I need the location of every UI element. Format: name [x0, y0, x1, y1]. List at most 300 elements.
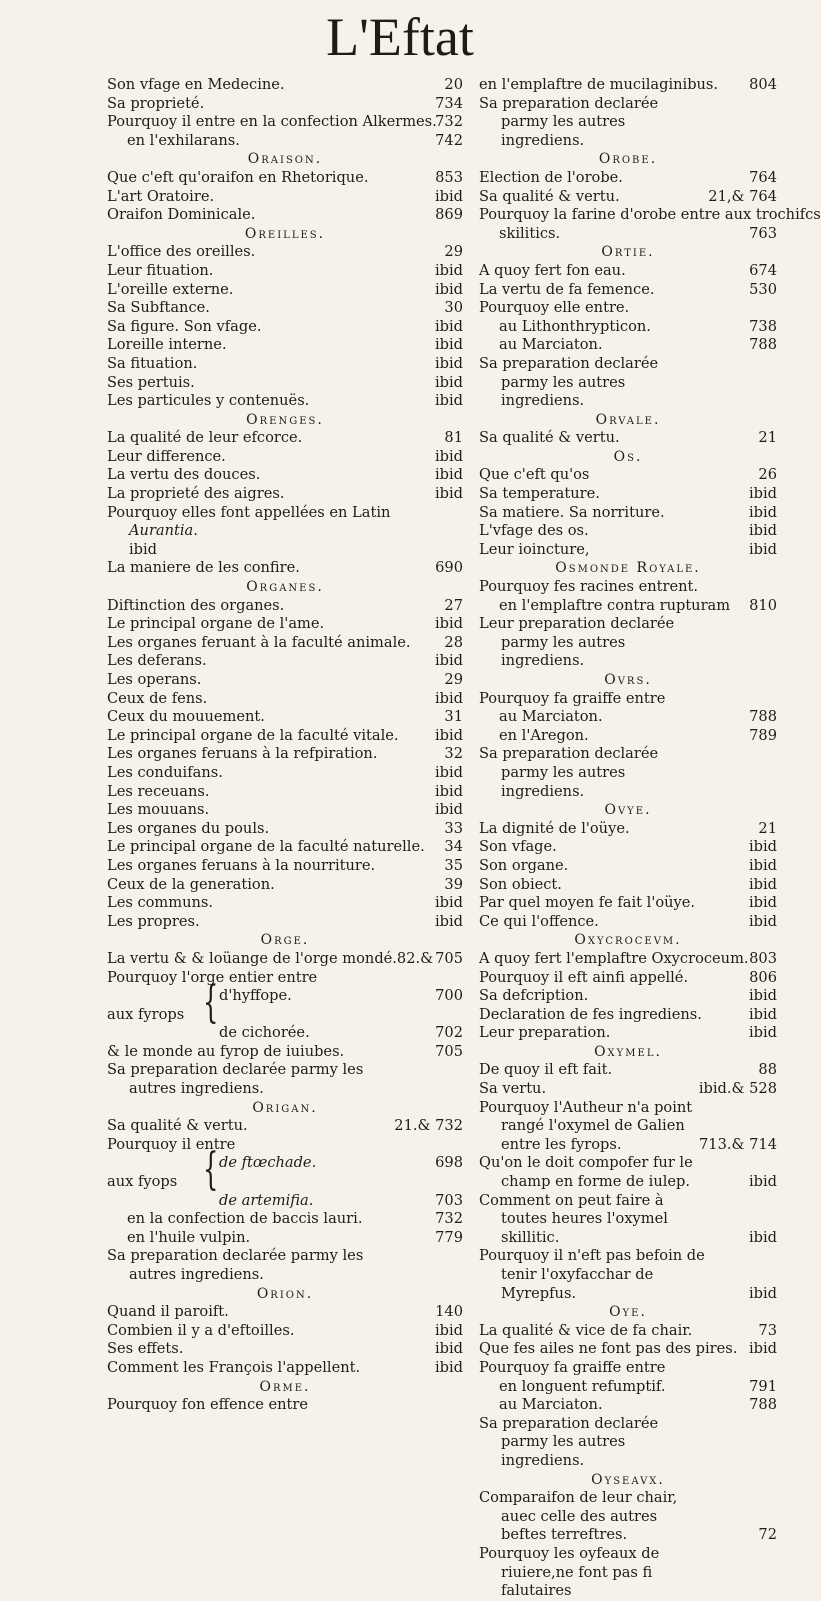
index-entry [479, 225, 777, 244]
page-ref: 73 [758, 1321, 777, 1339]
page-ref: 27 [444, 596, 463, 614]
entry-text: en longuent refumptif. [499, 1377, 666, 1395]
index-entry [479, 1247, 777, 1303]
index-entry [107, 318, 463, 337]
index-entry [107, 1154, 463, 1173]
page-ref: ibid [434, 354, 463, 372]
entry-text: Le principal organe de la faculté vitale. [107, 726, 399, 744]
index-entry [107, 559, 463, 578]
index-entry [479, 1322, 777, 1341]
entry-text: Les deferans. [107, 652, 207, 670]
section-heading: Os. [613, 448, 643, 465]
entry-text: Leur preparation. [479, 1024, 611, 1042]
entry-text: Pourquoy la farine d'orobe entre aux trochifcs [479, 206, 821, 224]
index-entry [107, 708, 463, 727]
entry-text: Sa defcription. [479, 987, 589, 1005]
brace-head: aux fyops [107, 1173, 178, 1191]
entry-text: Comment les François l'appellent. [107, 1358, 361, 1376]
page-ref: 810 [749, 596, 777, 614]
page-ref: ibid [748, 875, 777, 893]
index-entry [479, 876, 777, 895]
page-ref: ibid [434, 261, 463, 279]
entry-main: Sa preparation declarée parmy les autres ingrediens. [479, 94, 659, 149]
section-heading: Oreilles. [244, 225, 326, 242]
index-entry [479, 950, 777, 969]
page-ref: 791 [749, 1377, 777, 1395]
index-entry [479, 355, 777, 411]
entry-text: Leur ioincture, [479, 540, 590, 558]
index-entry [479, 913, 777, 932]
index-entry [479, 708, 777, 727]
index-entry [479, 838, 777, 857]
page-ref: 31 [444, 708, 463, 726]
page-ref: 742 [435, 131, 463, 149]
entry-main: Sa preparation declarée parmy les autres ingrediens. [107, 1061, 364, 1098]
page-ref: ibid [748, 1173, 777, 1191]
index-entry [107, 857, 463, 876]
page-ref: 29 [444, 671, 463, 688]
section-heading: Osmonde Royale. [555, 560, 701, 577]
index-entry [107, 374, 463, 393]
entry-text [107, 1247, 463, 1284]
index-entry [107, 1136, 463, 1155]
index-entry [107, 76, 463, 95]
index-entry [107, 504, 463, 560]
brace-mark: { [203, 977, 219, 1029]
page-ref: ibid [434, 689, 463, 707]
page-ref: 674 [749, 261, 777, 279]
index-entry [107, 690, 463, 709]
index-entry [479, 1545, 777, 1601]
index-entry [479, 541, 777, 560]
entry-text: Son obiect. [479, 875, 562, 893]
page-ref: ibid [434, 652, 463, 670]
entry-text: Sa matiere. Sa norriture. [479, 503, 665, 521]
entry-text: La qualité de leur efcorce. [107, 429, 303, 447]
entry-text: Les organes du pouls. [107, 819, 270, 837]
page-ref: 140 [435, 1303, 463, 1321]
page-ref: ibid [748, 522, 777, 540]
index-entry [479, 597, 777, 616]
page-ref: ibid [434, 280, 463, 298]
section-heading: Origan. [252, 1099, 318, 1116]
page-ref: 32 [444, 745, 463, 763]
entry-main: Pourquoy elles font appellées en Latin [107, 503, 391, 521]
entry-main: Pourquoy il n'eft pas befoin de tenir l'oxyfacchar de Myrepfus. [479, 1247, 705, 1302]
page-ref: 34 [444, 838, 463, 856]
entry-text [479, 1545, 777, 1601]
page-ref: 33 [444, 819, 463, 837]
index-entry [107, 1247, 463, 1284]
entry-text [479, 1192, 777, 1248]
page-ref: 88 [758, 1061, 777, 1079]
index-entry [107, 336, 463, 355]
section-heading: Orge. [260, 932, 310, 949]
page-ref: ibid [434, 1358, 463, 1376]
page-ref: 806 [749, 968, 777, 986]
index-entry [107, 1024, 463, 1043]
entry-main: Comment on peut faire à toutes heures l'oxymel skillitic. [479, 1191, 668, 1246]
page-ref: 764 [749, 168, 777, 186]
index-entry [107, 1340, 463, 1359]
index-entry [107, 838, 463, 857]
index-entry [479, 857, 777, 876]
index-entry [107, 764, 463, 783]
section-heading: Orme. [259, 1378, 311, 1395]
page-ref: 21 [758, 429, 777, 447]
page-ref: 788 [749, 708, 777, 726]
index-entry [107, 1229, 463, 1248]
entry-text [479, 1154, 777, 1191]
entry-text [107, 1061, 463, 1098]
page-ref: ibid [748, 912, 777, 930]
index-entry [479, 1154, 777, 1191]
entry-text: Sa temperature. [479, 485, 600, 503]
entry-text: Les conduifans. [107, 763, 223, 781]
entry-text: Ses effets. [107, 1340, 184, 1358]
page-ref: ibid [434, 485, 463, 503]
page-ref: 738 [749, 317, 777, 335]
index-entry [479, 969, 777, 988]
index-entry [107, 299, 463, 318]
index-entry [479, 690, 777, 709]
index-entry [479, 615, 777, 671]
entry-text [479, 95, 777, 151]
entry-text: Sa qualité & vertu. [479, 187, 620, 205]
index-entry [107, 113, 463, 132]
index-entry [479, 987, 777, 1006]
page-ref: ibid [434, 912, 463, 930]
entry-main: Sa preparation declarée parmy les autres ingrediens. [479, 745, 659, 800]
entry-text: L'vfage des os. [479, 522, 589, 540]
index-entry [107, 281, 463, 300]
entry-text: Les operans. [107, 671, 202, 688]
index-entry [479, 169, 777, 188]
entry-text: Pourquoy fon effence entre [107, 1396, 309, 1414]
page-ref: ibid [434, 615, 463, 633]
page-ref: 702 [435, 1024, 463, 1042]
entry-text: Pourquoy l'orge entier entre [107, 968, 318, 986]
index-entry [107, 485, 463, 504]
entry-text: Que c'eft qu'os [479, 466, 590, 484]
page-ref: 698 [435, 1154, 463, 1172]
index-entry [107, 745, 463, 764]
page-ref: 530 [749, 280, 777, 298]
entry-text: Les organes feruans à la nourriture. [107, 856, 376, 874]
page-ref: ibid [748, 1005, 777, 1023]
index-entry [107, 987, 463, 1006]
index-entry [479, 485, 777, 504]
page-ref: 35 [444, 856, 463, 874]
entry-text [479, 745, 777, 801]
index-entry [479, 95, 777, 151]
entry-text: Que fes ailes ne font pas des pires. [479, 1340, 738, 1358]
page-ref: 869 [435, 206, 463, 224]
section-heading: Ortie. [601, 244, 655, 261]
index-entry [107, 1061, 463, 1098]
entry-text: Diftinction des organes. [107, 596, 285, 614]
page-ref: ibid [434, 336, 463, 354]
section-heading: Orobe. [598, 151, 658, 168]
index-entry [479, 299, 777, 318]
index-entry [107, 188, 463, 207]
section-heading: Orion. [256, 1285, 314, 1302]
page-ref: 763 [749, 224, 777, 242]
page-ref: 779 [435, 1228, 463, 1246]
page-ref: ibid [748, 894, 777, 912]
index-entry [479, 262, 777, 281]
index-entry [479, 1340, 777, 1359]
entry-continuation: ibid [129, 540, 158, 558]
page-ref: ibid [434, 392, 463, 410]
page-ref: ibid [434, 894, 463, 912]
index-entry [107, 448, 463, 467]
page-ref: 788 [749, 336, 777, 354]
entry-text: Son vfage en Medecine. [107, 76, 285, 93]
entry-text: Sa proprieté. [107, 94, 205, 112]
entry-main: Qu'on le doit compofer fur le champ en forme de iulep. [479, 1154, 693, 1191]
entry-text: Ce qui l'offence. [479, 912, 599, 930]
entry-text: au Marciaton. [499, 708, 603, 726]
index-entry [107, 169, 463, 188]
page-ref: 30 [444, 299, 463, 317]
section-heading: Oyseavx. [591, 1471, 665, 1488]
entry-text: Pourquoy fa graiffe entre [479, 1358, 666, 1376]
page-ref: 703 [435, 1191, 463, 1209]
page-ref: ibid [748, 1228, 777, 1246]
section-heading: Oxymel. [594, 1043, 662, 1060]
index-entry [479, 1006, 777, 1025]
index-entry [107, 95, 463, 114]
brace-mark: { [203, 1144, 219, 1196]
entry-text: Leur fituation. [107, 261, 214, 279]
page-ref: 39 [444, 875, 463, 893]
index-entry [107, 1396, 463, 1415]
entry-text: Les receuans. [107, 782, 210, 800]
index-entry [479, 336, 777, 355]
index-entry [107, 1043, 463, 1062]
left-column [107, 76, 463, 1415]
entry-text: A quoy fert fon eau. [479, 261, 626, 279]
entry-text: Ceux de fens. [107, 689, 208, 707]
index-entry [479, 578, 777, 597]
entry-text: en l'exhilarans. [127, 131, 240, 149]
section-heading: Ovrs. [604, 672, 652, 688]
page-ref: ibid [748, 838, 777, 856]
entry-text: en l'emplaftre de mucilaginibus. [479, 76, 719, 93]
page-ref: 705 [435, 1042, 463, 1060]
page-ref: ibid [748, 856, 777, 874]
page-ref: 72 [758, 1526, 777, 1544]
page-ref: 853 [435, 168, 463, 186]
index-entry [107, 355, 463, 374]
entry-text: Pourquoy il entre [107, 1135, 236, 1153]
entry-text [479, 1415, 777, 1471]
index-entry [479, 1024, 777, 1043]
index-entry [107, 1322, 463, 1341]
entry-text: Par quel moyen fe fait l'oüye. [479, 894, 696, 912]
index-entry [479, 1359, 777, 1378]
page-ref: 788 [749, 1396, 777, 1414]
entry-text [479, 355, 777, 411]
index-entry [479, 318, 777, 337]
entry-text: La vertu & & loüange de l'orge mondé.82.& [107, 949, 434, 967]
index-entry [479, 466, 777, 485]
index-entry [107, 132, 463, 151]
page-ref: ibid [434, 466, 463, 484]
index-entry [479, 1061, 777, 1080]
entry-text: Ceux de la generation. [107, 875, 275, 893]
entry-text: au Lithonthrypticon. [499, 317, 651, 335]
page-ref: ibid [434, 447, 463, 465]
index-entry [107, 876, 463, 895]
entry-text: Quand il paroift. [107, 1303, 229, 1321]
page-ref: 690 [435, 559, 463, 577]
entry-text: La dignité de l'oüye. [479, 819, 630, 837]
entry-text: Sa figure. Son vfage. [107, 317, 262, 335]
page-ref: ibid [748, 1024, 777, 1042]
entry-text: La vertu de fa femence. [479, 280, 655, 298]
entry-text: de cichorée. [219, 1024, 310, 1042]
index-entry [107, 1303, 463, 1322]
entry-text: La maniere de les confire. [107, 559, 300, 577]
entry-text: Les organes feruans à la refpiration. [107, 745, 378, 763]
index-entry [479, 76, 777, 95]
index-entry [479, 1080, 777, 1099]
page-ref: ibid [748, 485, 777, 503]
entry-text: La vertu des douces. [107, 466, 261, 484]
index-entry [479, 820, 777, 839]
index-entry [107, 1192, 463, 1211]
page-ref: 700 [435, 987, 463, 1005]
index-entry [479, 188, 777, 207]
page-ref: 28 [444, 633, 463, 651]
index-entry [479, 727, 777, 746]
page-ref: 713.& 714 [699, 1135, 777, 1153]
index-entry [107, 262, 463, 281]
entry-text: Election de l'orobe. [479, 168, 623, 186]
entry-text: Ceux du mouuement. [107, 708, 265, 726]
page-ref: 705 [435, 949, 463, 967]
entry-main: Pourquoy les oyfeaux de riuiere,ne font pas fi falutaires [479, 1544, 660, 1600]
page-ref: 789 [749, 726, 777, 744]
page-ref: ibid [434, 726, 463, 744]
entry-text: en l'huile vulpin. [127, 1228, 251, 1246]
index-entry [479, 1099, 777, 1155]
entry-text: Declaration de fes ingrediens. [479, 1005, 702, 1023]
page-ref: 29 [444, 243, 463, 261]
entry-text: La qualité & vice de fa chair. [479, 1321, 693, 1339]
entry-text: Pourquoy il entre en la confection Alkermes. [107, 113, 437, 131]
index-entry [107, 969, 463, 988]
page-ref: 20 [444, 76, 463, 93]
entry-text: en l'Aregon. [499, 726, 589, 744]
entry-italic: Aurantia. [129, 522, 198, 540]
section-heading: Oxycrocevm. [574, 932, 682, 949]
entry-text: d'hyffope. [219, 987, 292, 1005]
index-entry [479, 206, 821, 225]
index-entry [479, 1489, 777, 1545]
index-entry [107, 634, 463, 653]
entry-text: A quoy fert l'emplaftre Oxycroceum. [479, 949, 749, 967]
brace-head-row [107, 1173, 463, 1192]
entry-text: L'art Oratoire. [107, 187, 215, 205]
right-column [479, 76, 821, 1601]
entry-main: Sa preparation declarée parmy les autres ingrediens. [479, 354, 659, 410]
entry-text: Pourquoy elle entre. [479, 299, 630, 317]
index-entry [479, 281, 777, 300]
entry-text: Sa qualité & vertu. [479, 429, 620, 447]
index-entry [107, 466, 463, 485]
page-ref: 732 [435, 1210, 463, 1228]
index-entry [107, 783, 463, 802]
section-heading: Oye. [609, 1304, 647, 1321]
entry-text: Les organes feruant à la faculté animale. [107, 633, 411, 651]
page-ref: ibid [434, 801, 463, 819]
entry-text: Le principal organe de la faculté naturelle. [107, 838, 425, 856]
index-entry [479, 745, 777, 801]
entry-text [107, 504, 463, 560]
page-ref: ibid [434, 187, 463, 205]
entry-text: Les propres. [107, 912, 200, 930]
index-entry [107, 429, 463, 448]
page-ref: ibid [434, 782, 463, 800]
page-ref: ibid [748, 987, 777, 1005]
page-ref: 81 [444, 429, 463, 447]
page-ref: ibid [434, 763, 463, 781]
entry-text: Combien il y a d'eftoilles. [107, 1321, 295, 1339]
entry-text: Son vfage. [479, 838, 557, 856]
entry-text: Que c'eft qu'oraifon en Rhetorique. [107, 168, 369, 186]
page-ref: ibid.& 528 [698, 1080, 777, 1098]
entry-text: en la confection de baccis lauri. [127, 1210, 363, 1228]
index-entry [107, 913, 463, 932]
page-ref: ibid [748, 1284, 777, 1302]
running-head: L'Eftat [326, 7, 474, 67]
brace-head: aux fyrops [107, 1005, 185, 1023]
index-entry [479, 429, 777, 448]
index-entry [107, 652, 463, 671]
page-ref: 21,& 764 [708, 187, 777, 205]
page-ref: 21 [758, 819, 777, 837]
index-entry [107, 1359, 463, 1378]
index-entry [479, 1192, 777, 1248]
page-ref: ibid [434, 373, 463, 391]
section-heading: Oraison. [247, 151, 323, 168]
entry-text: Ses pertuis. [107, 373, 195, 391]
page-ref: ibid [434, 1321, 463, 1339]
index-entry [107, 950, 463, 969]
index-entry [107, 671, 463, 690]
entry-text: de ftœchade. [219, 1154, 317, 1172]
page-ref: ibid [748, 503, 777, 521]
page-ref: 21.& 732 [394, 1117, 463, 1135]
entry-text: L'oreille externe. [107, 280, 234, 298]
entry-text: Sa Subftance. [107, 299, 210, 317]
entry-main: Leur preparation declarée parmy les autres ingrediens. [479, 615, 675, 670]
entry-text: au Marciaton. [499, 336, 603, 354]
entry-text: skilitics. [499, 224, 561, 242]
entry-text: Son organe. [479, 856, 569, 874]
page-ref: ibid [434, 1340, 463, 1358]
entry-text: Pourquoy fa graiffe entre [479, 689, 666, 707]
page-ref: ibid [748, 540, 777, 558]
entry-main: Pourquoy l'Autheur n'a point rangé l'oxymel de Galien entre les fyrops. [479, 1098, 693, 1153]
brace-head-row [107, 1006, 463, 1025]
index-entry [107, 243, 463, 262]
index-entry [107, 615, 463, 634]
entry-main: Sa preparation declarée parmy les autres ingrediens. [107, 1247, 364, 1283]
